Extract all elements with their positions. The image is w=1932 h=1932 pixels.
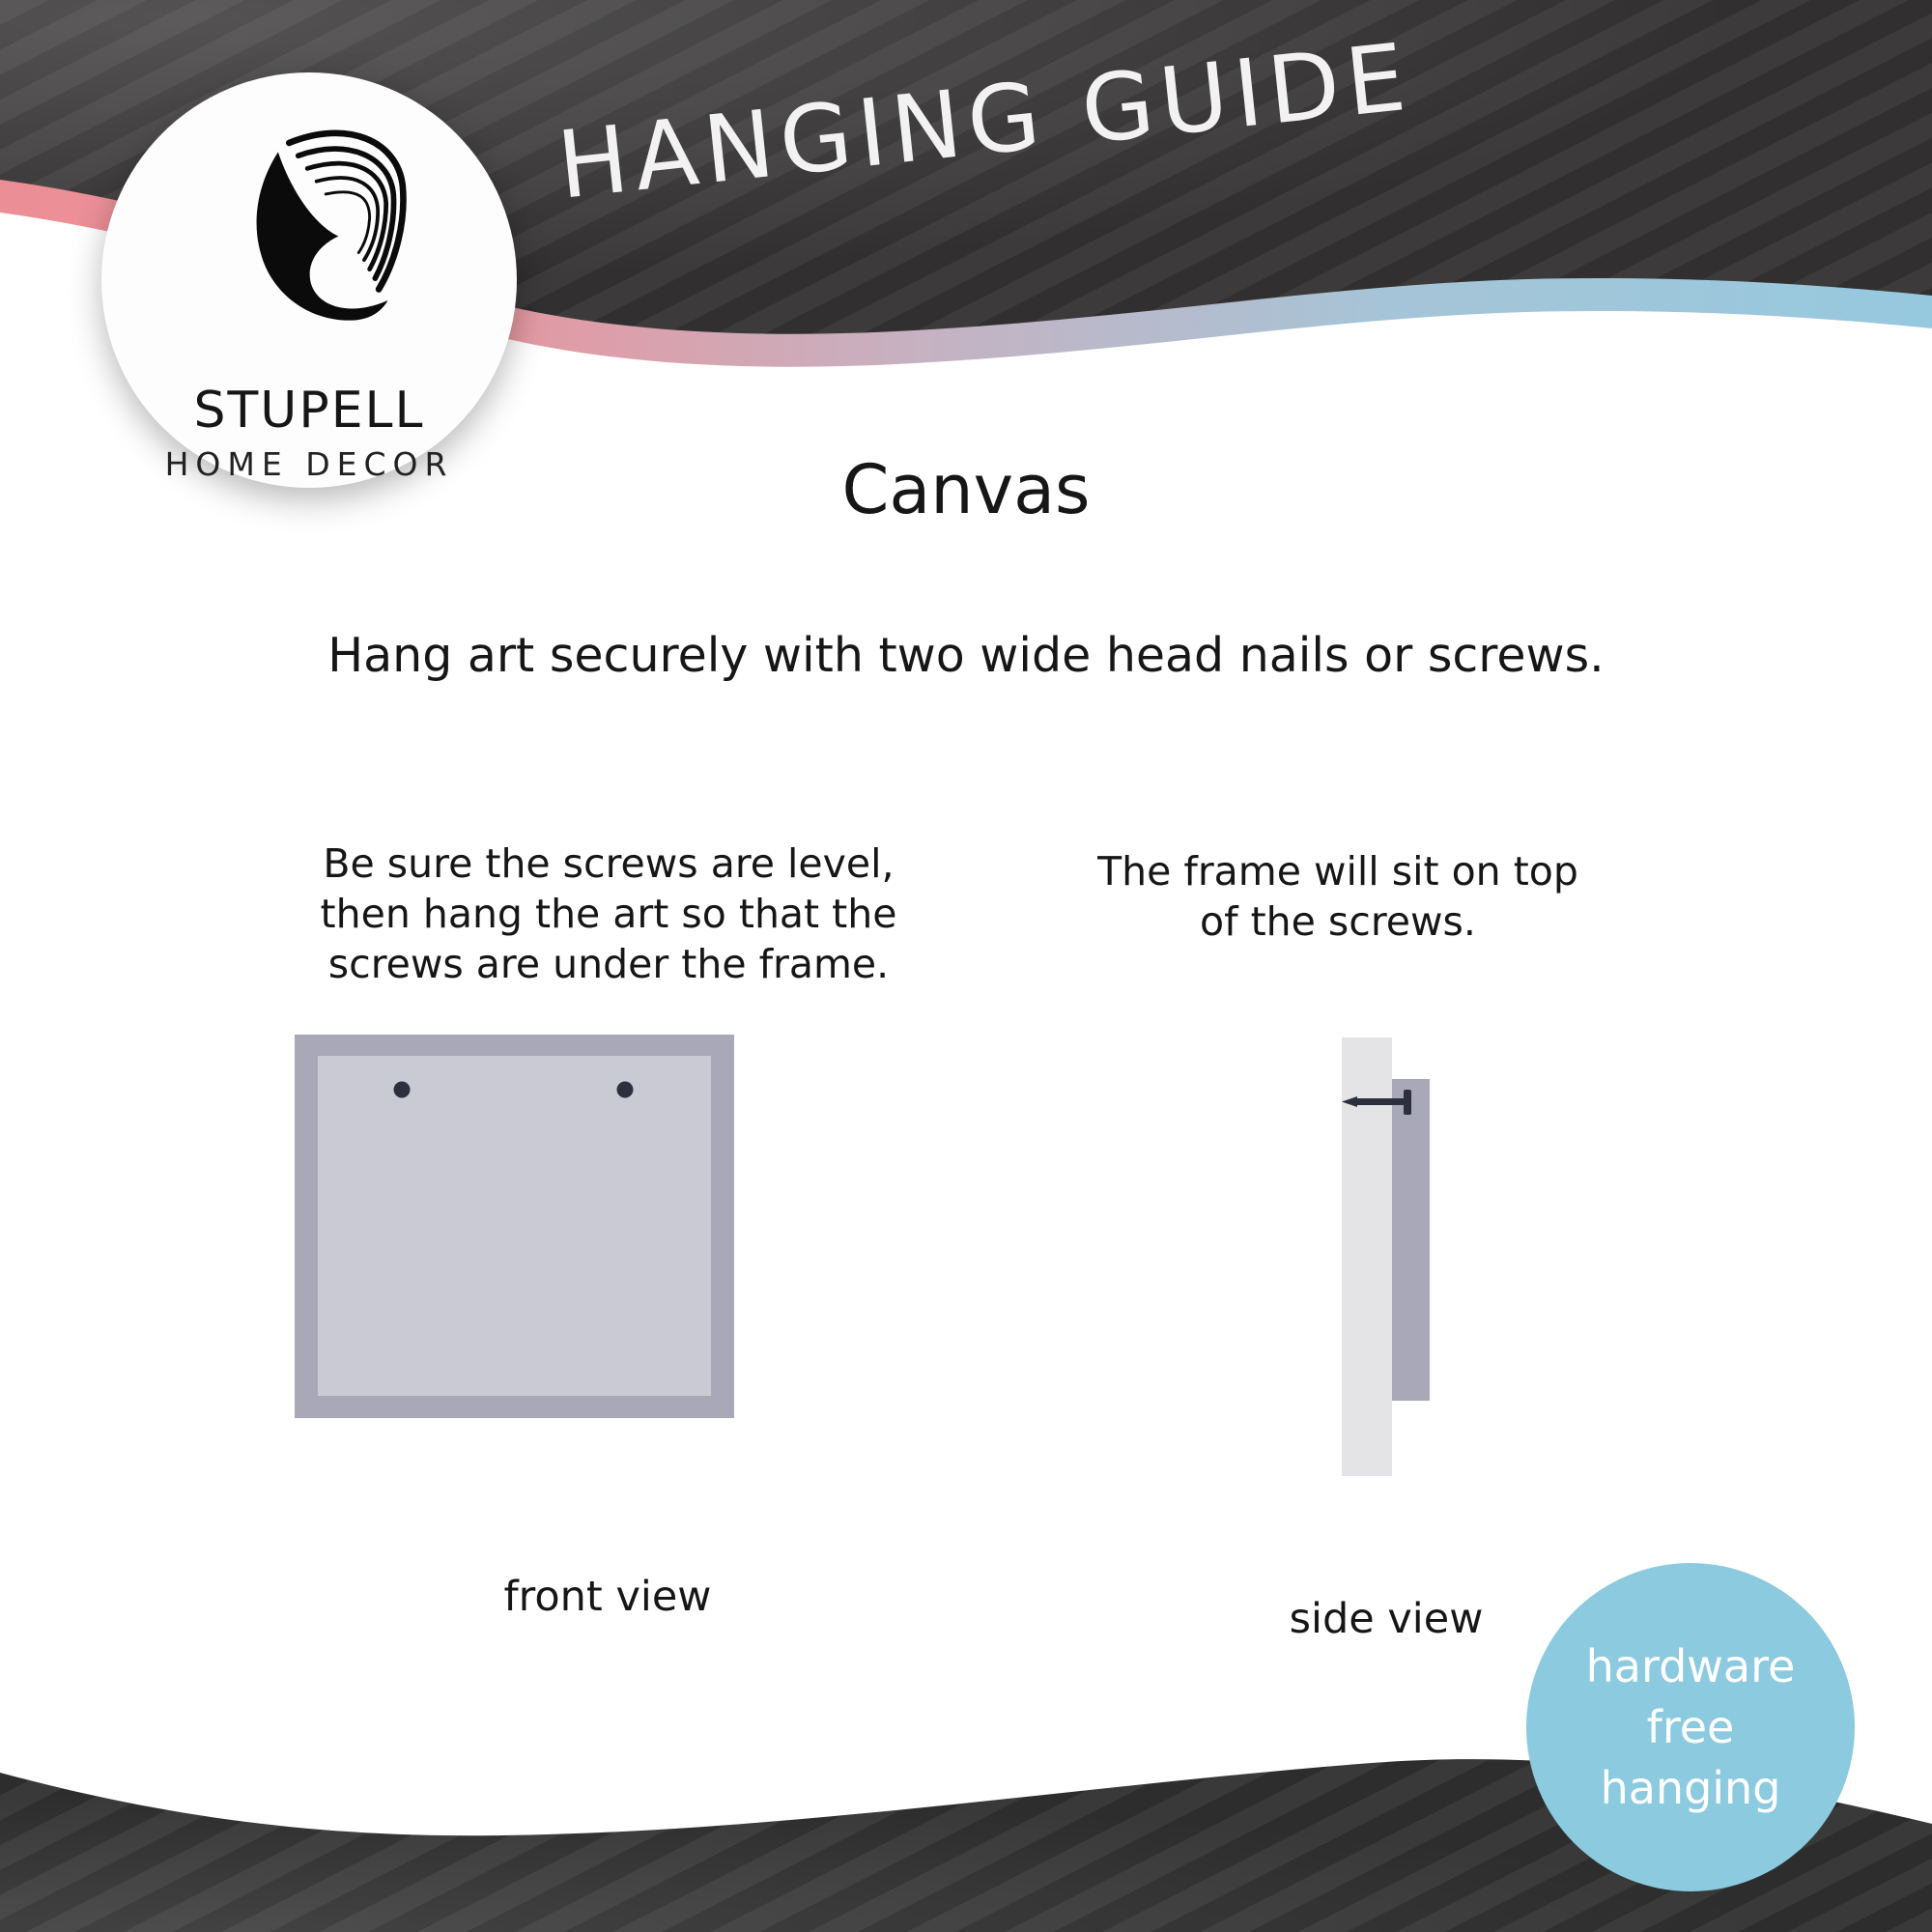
nail-shaft	[1355, 1098, 1409, 1105]
frame-side	[1392, 1079, 1430, 1401]
page-title: HANGING GUIDE	[553, 22, 1417, 220]
badge-line: free	[1646, 1700, 1735, 1753]
front-view-instructions	[270, 838, 947, 989]
screw-dot	[617, 1082, 634, 1098]
front-instruction-line: Be sure the screws are level,	[323, 840, 895, 887]
subtitle: Hang art securely with two wide head nails or screws.	[327, 628, 1605, 683]
side-instruction-line: The frame will sit on top	[1097, 848, 1578, 895]
canvas-face	[318, 1056, 711, 1396]
brand-logo-badge	[101, 72, 517, 488]
nail-head	[1404, 1090, 1411, 1115]
side-view-caption: side view	[1289, 1595, 1484, 1643]
front-instruction-line: screws are under the frame.	[327, 941, 890, 987]
brand-tagline: HOME DECOR	[164, 445, 454, 483]
side-view-diagram	[1338, 1037, 1430, 1476]
badge-line: hardware	[1585, 1639, 1796, 1692]
badge-line: hanging	[1600, 1761, 1781, 1814]
front-view-caption: front view	[503, 1573, 712, 1621]
product-type-title: Canvas	[841, 450, 1091, 529]
brand-name: STUPELL	[193, 382, 425, 440]
hardware-free-badge	[1526, 1563, 1855, 1891]
front-instruction-line: then hang the art so that the	[320, 891, 897, 937]
front-view-diagram	[295, 1035, 734, 1418]
side-view-instructions	[1048, 846, 1628, 947]
screw-dot	[394, 1082, 411, 1098]
side-instruction-line: of the screws.	[1200, 898, 1476, 945]
stupell-s-swoosh-icon	[242, 123, 415, 333]
